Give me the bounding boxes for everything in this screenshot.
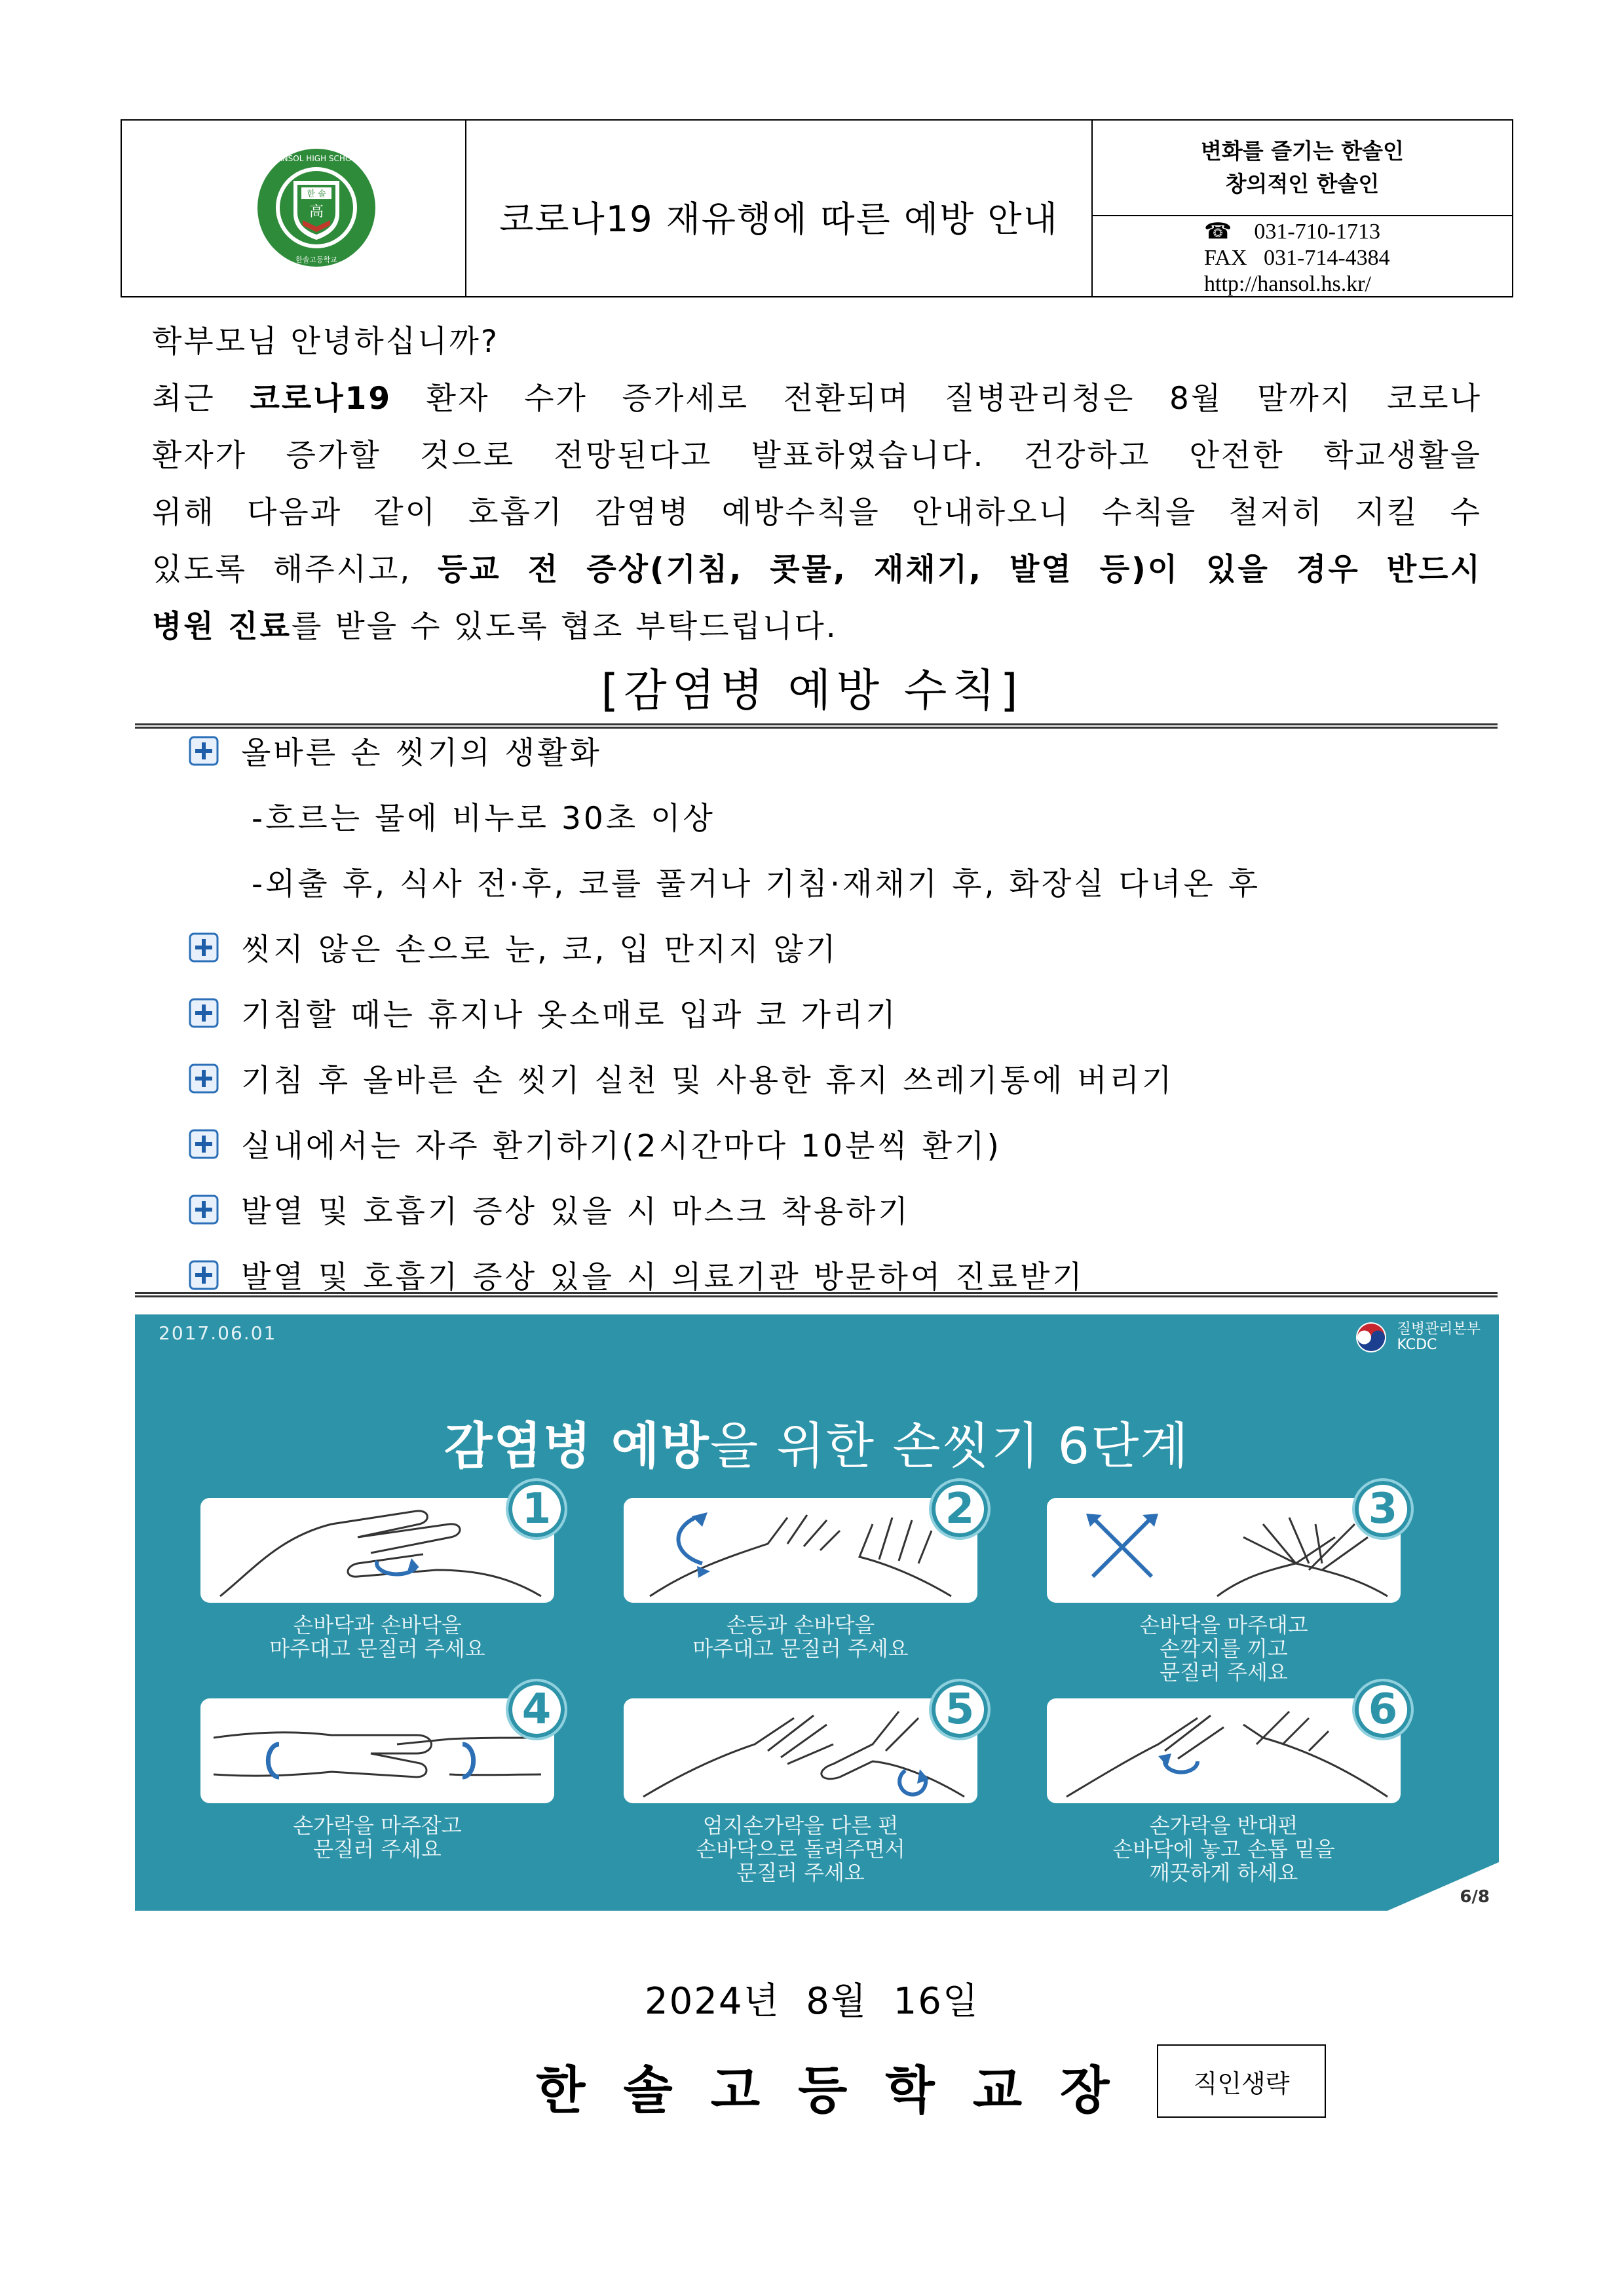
school-slogan — [1093, 121, 1512, 216]
rule-item-7 — [189, 1253, 1085, 1297]
fax-label: FAX — [1204, 246, 1247, 270]
step-caption: 손가락을 반대편 손바닥에 놓고 손톱 밑을 깨끗하게 하세요 — [1112, 1813, 1335, 1885]
rule-item-3 — [189, 991, 898, 1035]
step-number: 6 — [1352, 1679, 1414, 1740]
back-of-hand-rubbing-icon — [624, 1498, 977, 1603]
step-illustration — [1047, 1698, 1401, 1803]
poster-page-number: 6/8 — [1460, 1887, 1490, 1907]
school-logo — [255, 147, 377, 269]
principal-signature: 한솔고등학교장 — [536, 2061, 1148, 2120]
step-number: 1 — [506, 1478, 567, 1540]
plus-box-icon — [189, 736, 219, 766]
intro-line-3: 위해 다음과 같이 호흡기 감염병 예방수칙을 안내하오니 수칙을 철저히 지킬 수 — [152, 495, 1482, 531]
seal-omitted-box: 직인생략 — [1157, 2044, 1326, 2118]
rule-1-sub-1: -흐르는 물에 비누로 30초 이상 — [252, 801, 715, 837]
fax-row — [1204, 245, 1390, 271]
step-number: 4 — [506, 1679, 567, 1740]
step-caption: 손등과 손바닥을 마주대고 문질러 주세요 — [692, 1613, 909, 1661]
logo-bottom-text: 한솔고등학교 — [295, 256, 337, 264]
url-row[interactable]: http://hansol.hs.kr/ — [1204, 272, 1371, 296]
thumb-rub-icon — [624, 1698, 977, 1803]
kcdc-name-ko: 질병관리본부 — [1397, 1321, 1481, 1337]
rule-item-1 — [189, 729, 602, 773]
step-caption: 손바닥과 손바닥을 마주대고 문질러 주세요 — [269, 1613, 485, 1661]
rule-item-5 — [189, 1122, 1002, 1166]
plus-box-icon — [189, 1063, 219, 1094]
fax-number: 031-714-4384 — [1264, 246, 1390, 270]
plus-box-icon — [189, 1260, 219, 1290]
rule-item-2 — [189, 925, 839, 969]
step-caption: 손바닥을 마주대고 손깍지를 끼고 문질러 주세요 — [1139, 1613, 1308, 1685]
rule-text: 기침 후 올바른 손 씻기 실천 및 사용한 휴지 쓰레기통에 버리기 — [241, 1063, 1175, 1099]
rule-text: 실내에서는 자주 환기하기(2시간마다 10분씩 환기) — [241, 1128, 1002, 1164]
poster-title: 감염병 예방을 위한 손씻기 6단계 — [444, 1417, 1190, 1475]
rule-item-6 — [189, 1187, 911, 1231]
plus-box-icon — [189, 998, 219, 1028]
rules-bottom-divider — [135, 1292, 1498, 1297]
rules-title: [감염병 예방 수칙] — [601, 665, 1023, 717]
handwashing-poster — [135, 1314, 1499, 1911]
step-illustration — [1047, 1498, 1401, 1603]
document-title: 코로나19 재유행에 따른 예방 안내 — [466, 121, 1093, 296]
intro-line-2: 환자가 증가할 것으로 전망된다고 발표하였습니다. 건강하고 안전한 학교생활을 — [152, 438, 1482, 474]
step-illustration — [200, 1698, 554, 1803]
step-number: 5 — [929, 1679, 991, 1740]
step-illustration — [624, 1698, 977, 1803]
step-caption: 엄지손가락을 다른 편 손바닥으로 돌려주면서 문질러 주세요 — [696, 1813, 905, 1885]
header-table — [121, 119, 1513, 297]
logo-top-text: HANSOL HIGH SCHOOL — [271, 154, 362, 163]
contact-info — [1204, 219, 1390, 297]
plus-box-icon — [189, 1129, 219, 1159]
rule-text: 발열 및 호흡기 증상 있을 시 의료기관 방문하여 진료받기 — [241, 1259, 1085, 1295]
intro-line-5: 병원 진료를 받을 수 있도록 협조 부탁드립니다. — [152, 609, 838, 645]
logo-inner-mid: 高 — [309, 204, 324, 220]
plus-box-icon — [189, 932, 219, 963]
rule-1-sub-2: -외출 후, 식사 전·후, 코를 풀거나 기침·재채기 후, 화장실 다녀온 후 — [252, 866, 1261, 902]
phone-icon: ☎ — [1204, 220, 1255, 244]
plus-box-icon — [189, 1195, 219, 1225]
taegeuk-icon — [1355, 1321, 1388, 1354]
intro-line-4: 있도록 해주시고, 등교 전 증상(기침, 콧물, 재채기, 발열 등)이 있을 경우 반드시 — [152, 552, 1482, 588]
tel-row — [1204, 219, 1390, 245]
step-caption: 손가락을 마주잡고 문질러 주세요 — [293, 1813, 462, 1862]
document-date: 2024년 8월 16일 — [645, 1980, 979, 2023]
intro-paragraph — [152, 313, 1482, 655]
fingertips-on-palm-icon — [1047, 1698, 1401, 1803]
intro-line-1: 최근 코로나19 환자 수가 증가세로 전환되며 질병관리청은 8월 말까지 코로나 — [152, 381, 1482, 417]
greeting: 학부모님 안녕하십니까? — [152, 324, 499, 360]
step-illustration — [200, 1498, 554, 1603]
logo-inner-top: 한 솔 — [307, 189, 326, 199]
school-info-cell — [1093, 121, 1512, 296]
poster-date: 2017.06.01 — [159, 1322, 277, 1344]
fingers-grip-icon — [200, 1698, 554, 1803]
step-number: 3 — [1352, 1478, 1414, 1540]
rule-text: 발열 및 호흡기 증상 있을 시 마스크 착용하기 — [241, 1194, 911, 1230]
slogan-line-2: 창의적인 한솔인 — [1225, 171, 1380, 197]
rule-text: 기침할 때는 휴지나 옷소매로 입과 코 가리기 — [241, 997, 898, 1033]
step-number: 2 — [929, 1478, 991, 1540]
logo-cell — [122, 121, 466, 296]
kcdc-name-en: KCDC — [1397, 1337, 1437, 1353]
rule-text: 씻지 않은 손으로 눈, 코, 입 만지지 않기 — [241, 932, 839, 968]
kcdc-logo — [1355, 1321, 1481, 1354]
rule-item-4 — [189, 1056, 1174, 1100]
palms-rubbing-icon — [200, 1498, 554, 1603]
rule-text: 올바른 손 씻기의 생활화 — [241, 735, 602, 771]
tel-number: 031-710-1713 — [1254, 220, 1381, 244]
slogan-line-1: 변화를 즐기는 한솔인 — [1201, 138, 1404, 164]
rules-top-divider — [135, 723, 1498, 729]
interlaced-fingers-icon — [1047, 1498, 1401, 1603]
step-illustration — [624, 1498, 977, 1603]
